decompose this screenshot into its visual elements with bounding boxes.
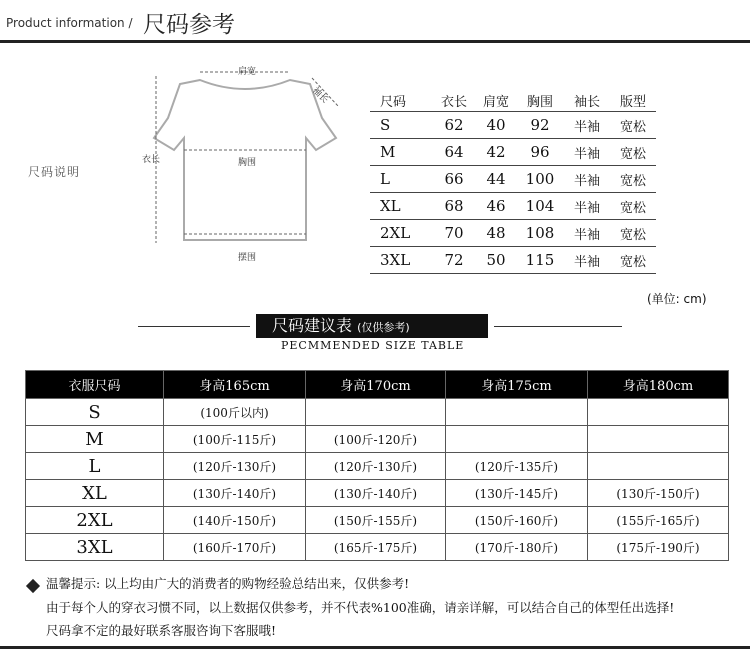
size-cell: S bbox=[26, 399, 164, 426]
recommend-title-main: 尺码建议表 bbox=[272, 316, 353, 335]
header-divider bbox=[0, 40, 750, 43]
sleeve-cell: 半袖 bbox=[564, 112, 610, 139]
weight-cell: (170斤-180斤) bbox=[446, 534, 588, 561]
shoulder-cell: 44 bbox=[476, 166, 516, 193]
weight-cell bbox=[588, 426, 729, 453]
sleeve-cell: 半袖 bbox=[564, 193, 610, 220]
weight-cell: (165斤-175斤) bbox=[306, 534, 446, 561]
size-cell: XL bbox=[26, 480, 164, 507]
diagram-label-chest: 胸围 bbox=[238, 158, 257, 168]
recommend-header-cell: 身高170cm bbox=[306, 371, 446, 399]
diagram-label-shoulder: 肩宽 bbox=[238, 67, 257, 77]
size-table-header-cell: 版型 bbox=[619, 94, 646, 110]
recommend-table bbox=[25, 370, 729, 561]
weight-cell bbox=[588, 399, 729, 426]
weight-cell bbox=[306, 399, 446, 426]
note-line-1: 温馨提示: 以上均由广大的消费者的购物经验总结出来，仅供参考! bbox=[46, 576, 410, 591]
chest-cell: 92 bbox=[516, 112, 564, 139]
recommend-table-row bbox=[26, 399, 729, 426]
weight-cell: (155斤-165斤) bbox=[588, 507, 729, 534]
recommend-header-cell: 身高180cm bbox=[588, 371, 729, 399]
weight-cell: (120斤-135斤) bbox=[446, 453, 588, 480]
recommend-subtitle-en: PECMMENDED SIZE TABLE bbox=[281, 339, 465, 352]
shoulder-cell: 40 bbox=[476, 112, 516, 139]
weight-cell: (150斤-160斤) bbox=[446, 507, 588, 534]
weight-cell: (100斤-115斤) bbox=[164, 426, 306, 453]
length-cell: 66 bbox=[432, 166, 476, 193]
sleeve-cell: 半袖 bbox=[564, 139, 610, 166]
recommend-header-cell: 衣服尺码 bbox=[26, 371, 164, 399]
size-cell: M bbox=[370, 139, 432, 166]
size-cell: S bbox=[370, 112, 432, 139]
size-cell: M bbox=[26, 426, 164, 453]
recommend-title-sub: (仅供参考) bbox=[357, 321, 410, 334]
diagram-label-length: 衣长 bbox=[142, 155, 161, 165]
weight-cell: (120斤-130斤) bbox=[306, 453, 446, 480]
weight-cell bbox=[446, 399, 588, 426]
weight-cell: (130斤-140斤) bbox=[306, 480, 446, 507]
shoulder-cell: 50 bbox=[476, 247, 516, 274]
length-cell: 62 bbox=[432, 112, 476, 139]
chest-cell: 96 bbox=[516, 139, 564, 166]
tshirt-diagram bbox=[140, 58, 350, 268]
shoulder-cell: 46 bbox=[476, 193, 516, 220]
length-cell: 70 bbox=[432, 220, 476, 247]
size-description-label: 尺码说明 bbox=[28, 165, 81, 179]
size-table-header bbox=[370, 89, 656, 112]
size-table-row bbox=[370, 220, 656, 247]
size-table-row bbox=[370, 166, 656, 193]
unit-label: (单位: cm) bbox=[647, 292, 707, 306]
recommend-table-row bbox=[26, 480, 729, 507]
fit-cell: 宽松 bbox=[610, 193, 656, 220]
fit-cell: 宽松 bbox=[610, 166, 656, 193]
size-table-header-cell: 肩宽 bbox=[482, 94, 509, 110]
size-table-row bbox=[370, 139, 656, 166]
diagram-label-sleeve: 袖长 bbox=[310, 85, 330, 106]
size-cell: 2XL bbox=[26, 507, 164, 534]
size-cell: L bbox=[26, 453, 164, 480]
shoulder-cell: 48 bbox=[476, 220, 516, 247]
divider-right bbox=[494, 326, 622, 327]
length-cell: 72 bbox=[432, 247, 476, 274]
note-line-3: 尺码拿不定的最好联系客服咨询下客服哦! bbox=[46, 623, 277, 638]
weight-cell: (140斤-150斤) bbox=[164, 507, 306, 534]
header-title-zh: 尺码参考 bbox=[143, 12, 235, 38]
weight-cell: (130斤-145斤) bbox=[446, 480, 588, 507]
recommend-table-row bbox=[26, 426, 729, 453]
size-table-header-cell: 衣长 bbox=[440, 94, 467, 110]
weight-cell: (130斤-150斤) bbox=[588, 480, 729, 507]
recommend-header-cell: 身高165cm bbox=[164, 371, 306, 399]
note-line-2: 由于每个人的穿衣习惯不同，以上数据仅供参考，并不代表%100准确，请亲详解，可以结合自己的体型任出选择! bbox=[46, 600, 675, 615]
size-table-row bbox=[370, 193, 656, 220]
length-cell: 64 bbox=[432, 139, 476, 166]
size-table-header-cell: 袖长 bbox=[573, 94, 600, 110]
recommend-table-header bbox=[26, 371, 729, 399]
shoulder-cell: 42 bbox=[476, 139, 516, 166]
weight-cell: (160斤-170斤) bbox=[164, 534, 306, 561]
weight-cell: (120斤-130斤) bbox=[164, 453, 306, 480]
size-table-header-cell: 尺码 bbox=[380, 94, 407, 110]
size-cell: XL bbox=[370, 193, 432, 220]
fit-cell: 宽松 bbox=[610, 247, 656, 274]
recommend-table-row bbox=[26, 534, 729, 561]
weight-cell: (100斤以内) bbox=[164, 399, 306, 426]
footer-divider bbox=[0, 646, 750, 649]
weight-cell bbox=[446, 426, 588, 453]
weight-cell: (100斤-120斤) bbox=[306, 426, 446, 453]
fit-cell: 宽松 bbox=[610, 220, 656, 247]
weight-cell: (130斤-140斤) bbox=[164, 480, 306, 507]
recommend-header-cell: 身高175cm bbox=[446, 371, 588, 399]
weight-cell: (150斤-155斤) bbox=[306, 507, 446, 534]
size-table bbox=[370, 89, 656, 274]
chest-cell: 115 bbox=[516, 247, 564, 274]
fit-cell: 宽松 bbox=[610, 139, 656, 166]
chest-cell: 100 bbox=[516, 166, 564, 193]
sleeve-cell: 半袖 bbox=[564, 166, 610, 193]
diagram-label-hem: 摆围 bbox=[238, 253, 257, 263]
size-cell: 2XL bbox=[370, 220, 432, 247]
chest-cell: 108 bbox=[516, 220, 564, 247]
size-cell: 3XL bbox=[370, 247, 432, 274]
divider-left bbox=[138, 326, 250, 327]
diamond-bullet-icon bbox=[26, 579, 40, 593]
recommend-table-row bbox=[26, 453, 729, 480]
header-title-en: Product information / bbox=[6, 16, 133, 30]
size-cell: 3XL bbox=[26, 534, 164, 561]
length-cell: 68 bbox=[432, 193, 476, 220]
size-table-header-cell: 胸围 bbox=[526, 94, 553, 110]
chest-cell: 104 bbox=[516, 193, 564, 220]
sleeve-cell: 半袖 bbox=[564, 247, 610, 274]
recommend-table-row bbox=[26, 507, 729, 534]
size-table-row bbox=[370, 247, 656, 274]
weight-cell: (175斤-190斤) bbox=[588, 534, 729, 561]
size-cell: L bbox=[370, 166, 432, 193]
sleeve-cell: 半袖 bbox=[564, 220, 610, 247]
size-table-row bbox=[370, 112, 656, 139]
fit-cell: 宽松 bbox=[610, 112, 656, 139]
weight-cell bbox=[588, 453, 729, 480]
recommend-title bbox=[256, 314, 488, 338]
